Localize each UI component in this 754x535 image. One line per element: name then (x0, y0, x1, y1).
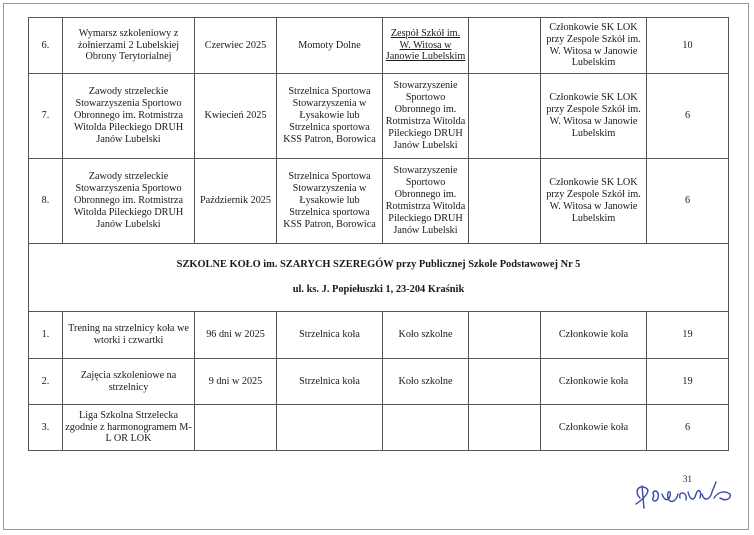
event-place: Momoty Dolne (277, 18, 383, 74)
section-header (29, 244, 729, 312)
event-organizer: Stowarzyszenie Sportowo Obronnego im. Rotmistrza Witolda Pileckiego DRUH Janów Lubelski (383, 74, 469, 159)
event-extra (469, 159, 541, 244)
event-participants: Członkowie koła (541, 312, 647, 359)
event-date: 96 dni w 2025 (195, 312, 277, 359)
event-name: Wymarsz szkoleniowy z żołnierzami 2 Lubelskiej Obrony Terytorialnej (63, 18, 195, 74)
table-row (29, 159, 729, 244)
event-place: Strzelnica koła (277, 312, 383, 359)
row-number: 1. (29, 312, 63, 359)
participant-count: 10 (647, 18, 729, 74)
event-date: Październik 2025 (195, 159, 277, 244)
table-row (29, 74, 729, 159)
event-organizer: Stowarzyszenie Sportowo Obronnego im. Rotmistrza Witolda Pileckiego DRUH Janów Lubelski (383, 159, 469, 244)
table-row (29, 312, 729, 359)
event-place: Strzelnica koła (277, 359, 383, 405)
event-date (195, 405, 277, 451)
event-place (277, 405, 383, 451)
participant-count: 6 (647, 405, 729, 451)
participant-count: 19 (647, 359, 729, 405)
event-extra (469, 74, 541, 159)
event-organizer: Koło szkolne (383, 312, 469, 359)
row-number: 6. (29, 18, 63, 74)
handwritten-signature (628, 468, 740, 512)
page-number: 31 (683, 474, 692, 484)
event-organizer (383, 405, 469, 451)
participant-count: 6 (647, 74, 729, 159)
event-extra (469, 312, 541, 359)
events-table (28, 17, 729, 451)
event-organizer: Koło szkolne (383, 359, 469, 405)
event-date: 9 dni w 2025 (195, 359, 277, 405)
event-participants: Członkowie SK LOK przy Zespole Szkół im. W. Witosa w Janowie Lubelskim (541, 159, 647, 244)
event-place: Strzelnica Sportowa Stowarzyszenia w Łysakowie lub Strzelnica sportowa KSS Patron, Borowica (277, 159, 383, 244)
event-place: Strzelnica Sportowa Stowarzyszenia w Łysakowie lub Strzelnica sportowa KSS Patron, Borowica (277, 74, 383, 159)
event-name: Trening na strzelnicy koła we wtorki i czwartki (63, 312, 195, 359)
table-row (29, 18, 729, 74)
row-number: 3. (29, 405, 63, 451)
event-participants: Członkowie SK LOK przy Zespole Szkół im. W. Witosa w Janowie Lubelskim (541, 18, 647, 74)
event-name: Zawody strzeleckie Stowarzyszenia Sportowo Obronnego im. Rotmistrza Witolda Pileckiego DRUH Janów Lubelski (63, 159, 195, 244)
event-participants: Członkowie SK LOK przy Zespole Szkół im. W. Witosa w Janowie Lubelskim (541, 74, 647, 159)
event-date: Kwiecień 2025 (195, 74, 277, 159)
event-participants: Członkowie koła (541, 405, 647, 451)
row-number: 2. (29, 359, 63, 405)
participant-count: 6 (647, 159, 729, 244)
event-name: Zawody strzeleckie Stowarzyszenia Sportowo Obronnego im. Rotmistrza Witolda Pileckiego DRUH Janów Lubelski (63, 74, 195, 159)
event-extra (469, 18, 541, 74)
event-date: Czerwiec 2025 (195, 18, 277, 74)
event-extra (469, 359, 541, 405)
section-title: SZKOLNE KOŁO im. SZARYCH SZEREGÓW przy Publicznej Szkole Podstawowej Nr 5 (176, 259, 581, 271)
event-name: Liga Szkolna Strzelecka zgodnie z harmonogramem M-L OR LOK (63, 405, 195, 451)
event-participants: Członkowie koła (541, 359, 647, 405)
row-number: 7. (29, 74, 63, 159)
row-number: 8. (29, 159, 63, 244)
section-address: ul. ks. J. Popiełuszki 1, 23-204 Kraśnik (292, 283, 465, 295)
table-row (29, 405, 729, 451)
event-extra (469, 405, 541, 451)
table-row (29, 359, 729, 405)
event-name: Zajęcia szkoleniowe na strzelnicy (63, 359, 195, 405)
event-organizer: Zespół Szkół im. W. Witosa w Janowie Lubelskim (383, 18, 469, 74)
participant-count: 19 (647, 312, 729, 359)
section-header-row (29, 244, 729, 312)
